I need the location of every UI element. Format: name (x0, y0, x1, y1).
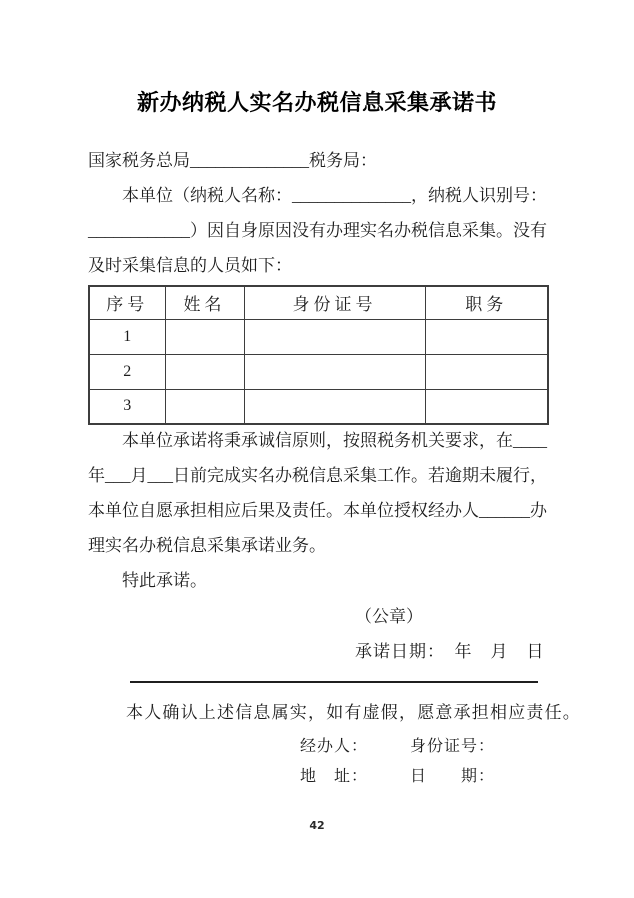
id-cell (244, 389, 425, 424)
intro-paragraph: 本单位（纳税人名称：______________，纳税人识别号：____________）因自身原因没有办理实名办税信息采集。没有及时采集信息的人员如下： (88, 186, 547, 275)
row-number-cell: 1 (89, 319, 165, 354)
commit-date-line: 承诺日期： 年 月 日 (355, 642, 545, 661)
salutation-line: 国家税务总局______________税务局： (88, 151, 377, 170)
closing-line: 特此承诺。 (122, 571, 207, 590)
table-row (89, 389, 548, 424)
header-cell-position: 职务 (425, 286, 548, 319)
position-cell (425, 354, 548, 389)
confirm-statement: 本人确认上述信息属实，如有虚假，愿意承担相应责任。 (126, 703, 581, 722)
name-cell (165, 319, 244, 354)
row-number-cell: 2 (89, 354, 165, 389)
header-cell-name: 姓名 (165, 286, 244, 319)
table-row (89, 354, 548, 389)
page-number: 42 (309, 819, 325, 832)
row-number-cell: 3 (89, 389, 165, 424)
agent-label: 经办人： (300, 738, 369, 755)
table-header-row (89, 286, 548, 319)
name-cell (165, 389, 244, 424)
position-cell (425, 389, 548, 424)
header-cell-id: 身份证号 (244, 286, 425, 319)
id-number-label: 身份证号： (410, 738, 496, 755)
document-title: 新办纳税人实名办税信息采集承诺书 (136, 90, 497, 115)
personnel-table (88, 285, 549, 425)
section-divider (130, 681, 538, 683)
table-row (89, 319, 548, 354)
position-cell (425, 319, 548, 354)
commitment-paragraph: 本单位承诺将秉承诚信原则，按照税务机关要求，在____年___月___日前完成实名办税信息采集工作。若逾期未履行，本单位自愿承担相应后果及责任。本单位授权经办人______办理实名办税信息采集承诺业务。 (88, 431, 547, 555)
date-label: 日 期： (410, 768, 496, 785)
name-cell (165, 354, 244, 389)
address-label: 地 址： (300, 768, 369, 785)
id-cell (244, 354, 425, 389)
seal-placeholder: （公章） (355, 607, 423, 626)
id-cell (244, 319, 425, 354)
header-cell-no: 序号 (89, 286, 165, 319)
